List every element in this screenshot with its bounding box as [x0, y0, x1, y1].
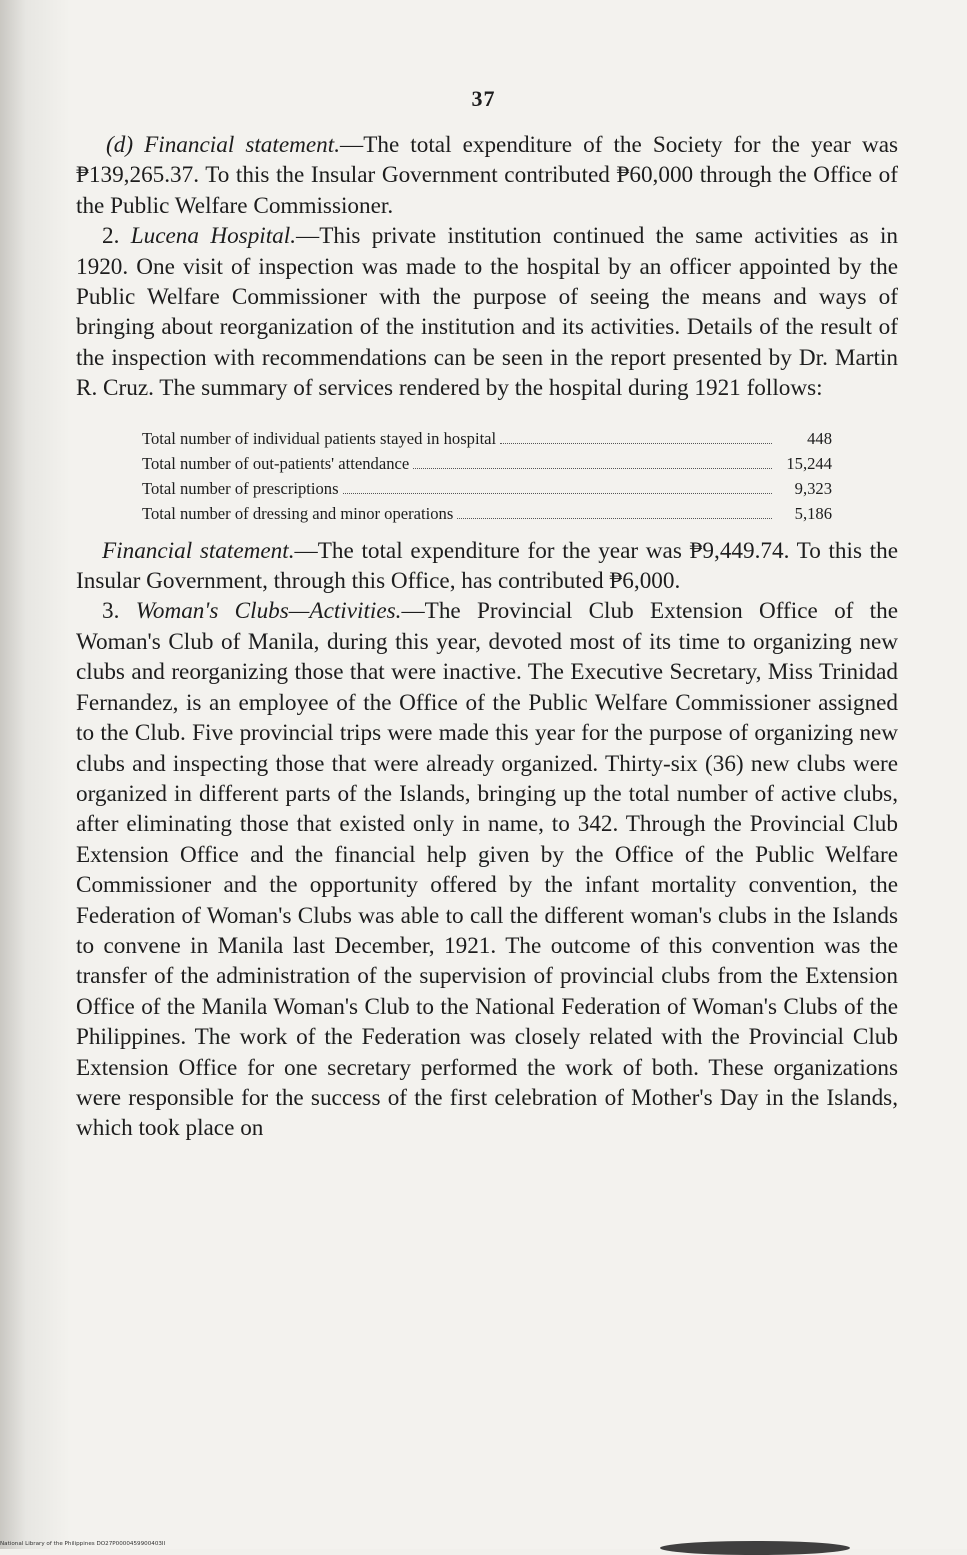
paragraph-financial-statement-society — [76, 130, 898, 221]
library-footer-note: National Library of the Philippines DO27P0000459900403II — [0, 1541, 166, 1547]
stat-label: Total number of individual patients stayed in hospital — [142, 428, 497, 448]
dot-leader — [343, 493, 772, 494]
paragraph-heading: Lucena Hospital. — [130, 223, 297, 250]
page-edge-shadow — [660, 1541, 850, 1555]
paragraph-financial-statement-hospital — [76, 536, 898, 597]
page-body — [76, 130, 898, 1144]
section-number: 3. — [102, 598, 120, 625]
page-number: 37 — [471, 86, 496, 111]
paragraph-heading: Woman's Clubs—Activities. — [135, 598, 402, 625]
stat-row — [142, 426, 832, 451]
hospital-services-summary — [142, 426, 832, 526]
stat-row — [142, 501, 832, 526]
stat-value: 9,323 — [794, 478, 832, 498]
dot-leader — [457, 518, 772, 519]
stat-value: 448 — [807, 428, 832, 448]
dot-leader — [500, 443, 772, 444]
stat-label: Total number of dressing and minor operations — [142, 503, 454, 523]
paragraph-heading: (d) Financial statement. — [106, 132, 340, 158]
stat-row — [142, 476, 832, 501]
paragraph-womans-clubs — [76, 596, 898, 1143]
paragraph-text: —The total expenditure for the year was ₱9,449.74. To this the Insular Government, through this Office, has contributed ₱6,000. — [76, 537, 898, 595]
stat-value: 15,244 — [786, 453, 832, 473]
stat-value: 5,186 — [794, 503, 832, 523]
stat-label: Total number of prescriptions — [142, 478, 339, 498]
stat-row — [142, 451, 832, 476]
stat-label: Total number of out-patients' attendance — [142, 453, 410, 473]
paragraph-heading: Financial statement. — [102, 537, 295, 564]
paragraph-text: —The total expenditure of the Society for the year was ₱139,265.37. To this the Insular Government contributed ₱60,000 through the Office of the Public Welfare Commissioner. — [76, 132, 899, 219]
section-number: 2. — [102, 223, 120, 250]
paragraph-lucena-hospital — [76, 221, 898, 403]
paragraph-text: —The Provincial Club Extension Office of the Woman's Club of Manila, during this year, devoted most of its time to organizing new clubs and reorganizing those that were inactive. The Executive Secretary, Miss Trinidad Fernandez, is an employee of the Office of the Public Welfare Commissioner assigned to the Club. Five provincial trips were made this year for the purpose of organizing new clubs and inspecting those that were already organized. Thirty-six (36) new clubs were organized in different parts of the Islands, bringing up the total number of active clubs, after eliminating those that existed only in name, to 342. Through the Provincial Club Extension Office and the financial help given by the Office of the Public Welfare Commissioner and the opportunity offered by the infant mortality convention, the Federation of Woman's Clubs was able to call the different woman's clubs in the Islands to convene in Manila last December, 1921. The outcome of this convention was the transfer of the administration of the supervision of provincial clubs from the Extension Office of the Manila Woman's Club to the National Federation of Woman's Clubs of the Philippines. The work of the Federation was closely related with the Provincial Club Extension Office for one secretary performed the work of both. These organizations were responsible for the success of the first celebration of Mother's Day in the Islands, which took place on — [76, 598, 899, 1142]
paragraph-text: —This private institution continued the same activities as in 1920. One visit of inspection was made to the hospital by an officer appointed by the Public Welfare Commissioner with the purpose of seeing the means and ways of bringing about reorganization of the institution and its activities. Details of the result of the inspection with recommendations can be seen in the report presented by Dr. Martin R. Cruz. The summary of services rendered by the hospital during 1921 follows: — [76, 223, 899, 402]
dot-leader — [413, 468, 772, 469]
